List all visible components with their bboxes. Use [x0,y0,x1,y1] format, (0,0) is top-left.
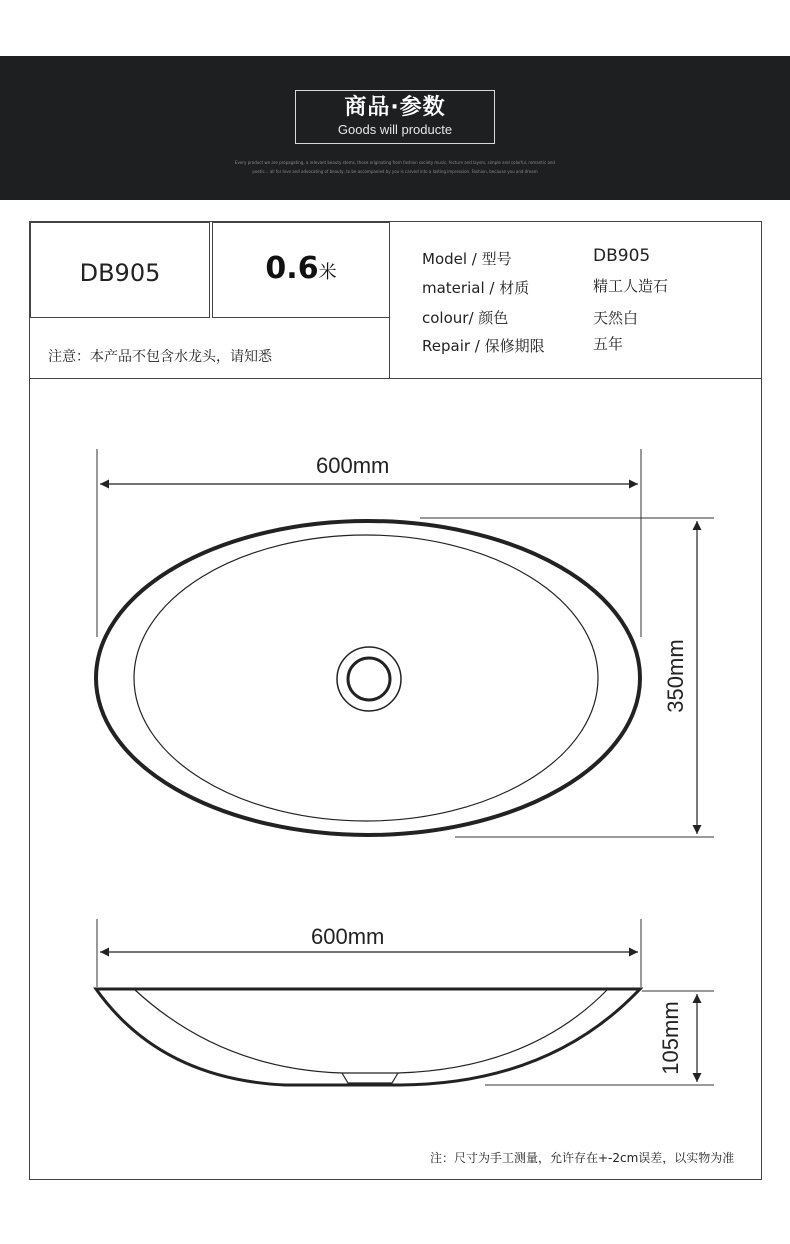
basin-side-outer [96,989,640,1085]
length-display [213,251,389,286]
length-value: 0.6 [265,251,319,286]
basin-side-drain [342,1073,398,1083]
spec-label-repair: Repair / 保修期限 [422,337,545,355]
top-depth-label: 350mm [663,639,688,713]
spec-value-colour: 天然白 [593,309,639,327]
banner-title: 商品·参数 [344,95,446,120]
drain-inner [348,658,390,700]
spec-label-colour: colour/ 颜色 [422,309,509,327]
measurement-note: 注：尺寸为手工测量，允许存在+-2cm误差，以实物为准 [430,1151,735,1165]
model-cell [30,222,210,318]
faucet-note: 注意：本产品不包含水龙头，请知悉 [48,349,272,365]
banner-fine-text-1: Every product we are propagating, a relevant beauty stems, those originating from fashion society music, fecture and layers, simple and colorful, romantic and [235,160,555,165]
basin-outer-rim [96,521,640,835]
dimension-drawing [29,378,762,1180]
table-divider [389,221,390,379]
spec-table [29,221,762,379]
length-cell [212,222,390,318]
side-width-label: 600mm [311,924,385,949]
spec-label-model: Model / 型号 [422,250,512,268]
spec-value-material: 精工人造石 [593,277,669,295]
model-code: DB905 [79,259,161,287]
drawing-svg [30,379,763,1181]
banner-fine-text-2: poetic... all for love and advocating of beauty, to be accompanied by you is carved into a lasting impression. Fashion, because you and dream [252,169,538,174]
banner-subtitle: Goods will producte [337,122,453,137]
header-banner [0,56,790,200]
length-unit: 米 [318,262,337,283]
side-height-label: 105mm [658,1001,683,1075]
top-width-label: 600mm [316,453,390,478]
spec-value-model: DB905 [593,246,651,266]
banner-title-box [295,90,495,144]
spec-value-repair: 五年 [593,335,624,353]
basin-inner-bowl [134,535,598,821]
spec-label-material: material / 材质 [422,279,530,297]
